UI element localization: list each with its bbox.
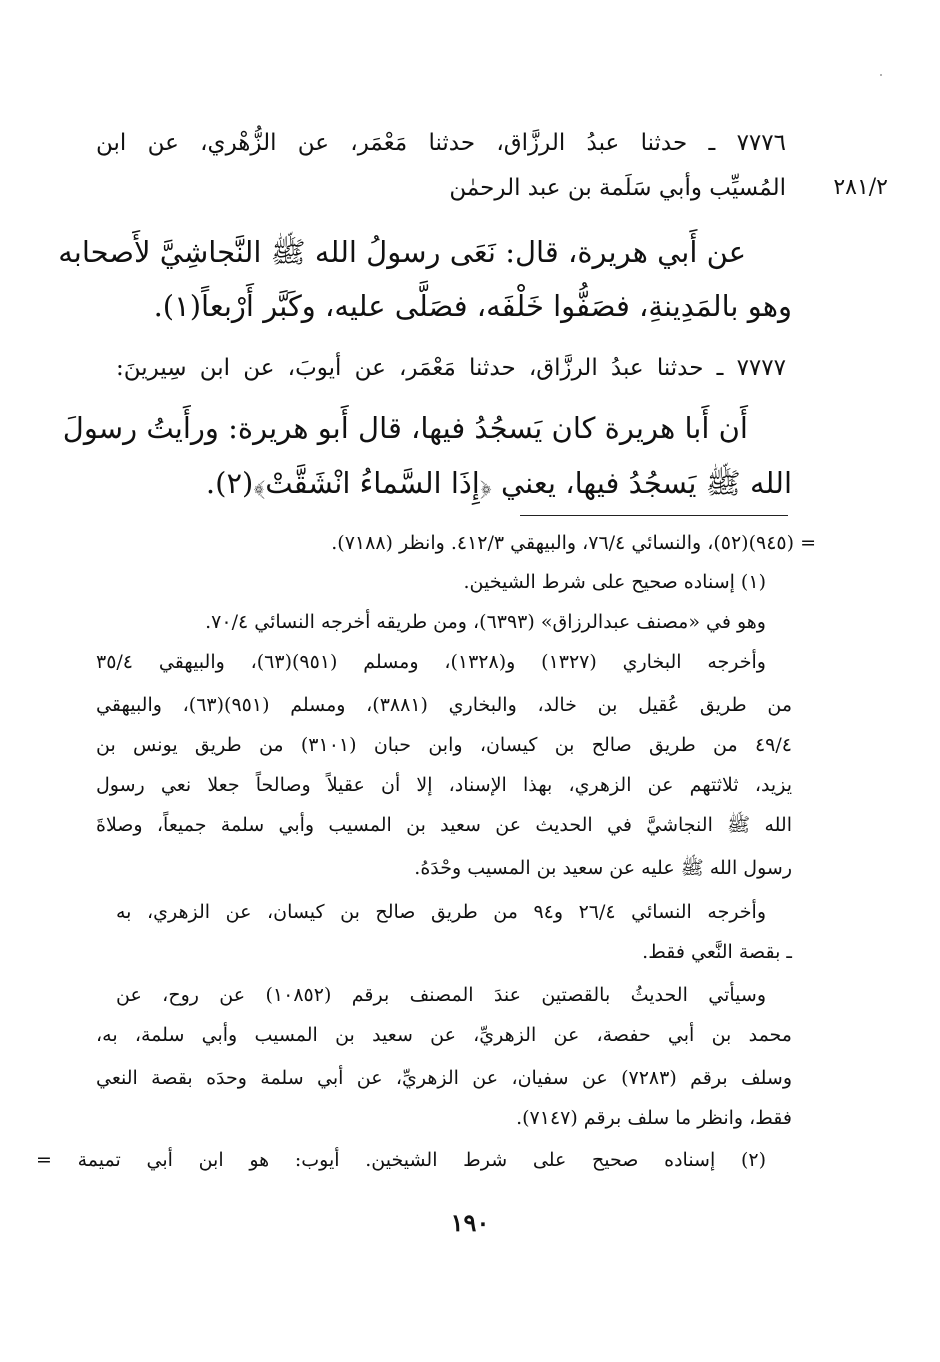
footnote-1-line-1: (١) إسناده صحيح على شرط الشيخين.	[463, 571, 766, 593]
footnote-separator	[520, 515, 788, 516]
footnote-1-line-2: وهو في «مصنف عبدالرزاق» (٦٣٩٣)، ومن طريقه أخرجه النسائي ٧٠/٤.	[205, 611, 766, 633]
scan-speck	[880, 74, 882, 76]
page-number: ١٩٠	[450, 1208, 490, 1237]
footnote-1-line-8: رسول الله ﷺ عليه عن سعيد بن المسيب وحْدَهُ.	[414, 857, 792, 879]
hadith-7777-isnad-line: ٧٧٧٧ ـ حدثنا عبدُ الرزَّاق، حدثنا مَعْمَر، عن أيوبَ، عن ابن سِيرينَ:	[116, 355, 786, 381]
footnote-1-line-14: فقط، وانظر ما سلف برقم (٧١٤٧).	[516, 1107, 792, 1129]
margin-volume-page-ref: ٢٨١/٢	[833, 175, 888, 200]
footnote-2-line-1: (٢) إسناده صحيح على شرط الشيخين. أيوب: هو ابن أبي تميمة =	[36, 1149, 766, 1171]
footnote-1-line-11: وسيأتي الحديثُ بالقصتين عندَ المصنف برقم (١٠٨٥٢) عن روح، عن	[116, 984, 766, 1006]
footnote-1-line-6: يزيد، ثلاثتهم عن الزهري، بهذا الإسناد، إلا أن عقيلاً وصالحاً جعلا نعي رسول	[96, 774, 792, 796]
hadith-7776-matn-line-2: وهو بالمَدِينةِ، فصَفُّوا خَلْفَه، فصَلَّى عليه، وكَبَّر أَرْبعاً(١).	[153, 289, 792, 323]
footnote-1-line-9: وأخرجه النسائي ٢٦/٤ و٩٤ من طريق صالح بن كيسان، عن الزهري، به	[116, 901, 766, 923]
footnote-1-line-3: وأخرجه البخاري (١٣٢٧) و(١٣٢٨)، ومسلم (٩٥١)(٦٣)، والبيهقي ٣٥/٤	[96, 651, 766, 673]
hadith-7776-isnad-line-1: ٧٧٧٦ ـ حدثنا عبدُ الرزَّاق، حدثنا مَعْمَر، عن الزُّهْري، عن ابن	[96, 130, 786, 156]
footnote-1-line-13: وسلف برقم (٧٢٨٣) عن سفيان، عن الزهريِّ، عن أبي سلمة وحدَه بقصة النعي	[96, 1067, 793, 1089]
footnote-1-line-7: الله ﷺ النجاشيَّ في الحديث عن سعيد بن المسيب وأبي سلمة جميعاً، وصلاةَ	[96, 814, 792, 836]
hadith-7776-matn-line-1: عن أَبي هريرة، قال: نَعَى رسولُ الله ﷺ النَّجاشِيَّ لأَصحابه	[58, 235, 746, 269]
footnote-carry-over: = (٩٤٥)(٥٢)، والنسائي ٧٦/٤، والبيهقي ٤١٢/٣. وانظر (٧١٨٨).	[331, 532, 816, 554]
hadith-7777-matn-line-2: الله ﷺ يَسجُدُ فيها، يعني ﴿إِذَا السَّماءُ انْشَقَّتْ﴾(٢).	[205, 466, 792, 500]
hadith-7777-matn-line-1: أَن أَبا هريرة كان يَسجُدُ فيها، قال أَبو هريرة: ورأَيتُ رسولَ	[62, 411, 748, 445]
footnote-1-line-4: من طريق عُقيل بن خالد، والبخاري (٣٨٨١)، ومسلم (٩٥١)(٦٣)، والبيهقي	[96, 694, 793, 716]
hadith-7776-isnad-line-2: المُسيِّب وأبي سَلَمة بن عبد الرحمٰن	[449, 175, 786, 201]
footnote-1-line-12: محمد بن أبي حفصة، عن الزهريِّ، عن سعيد بن المسيب وأبي سلمة، به،	[96, 1024, 792, 1046]
footnote-1-line-5: ٤٩/٤ من طريق صالح بن كيسان، وابن حبان (٣١٠١) من طريق يونس بن	[96, 734, 792, 756]
footnote-1-line-10: ـ بقصة النَّعي فقط.	[642, 941, 792, 963]
